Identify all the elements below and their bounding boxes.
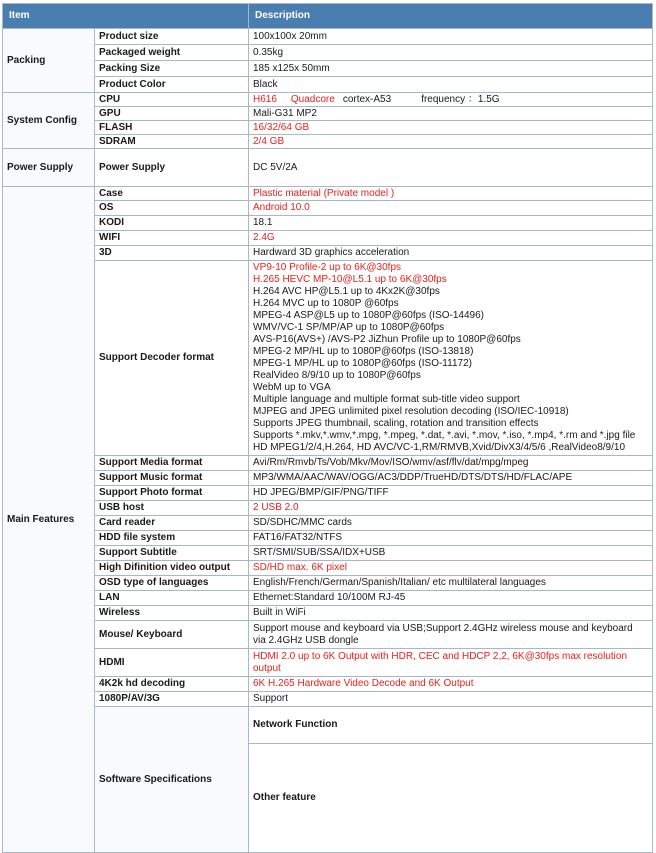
cpu-cores: Quadcore <box>290 93 335 105</box>
feature-label: 3D <box>95 246 249 261</box>
decoder-format-line: H.264 AVC HP@L5.1 up to 4Kx2K@30fps <box>253 286 440 297</box>
feature-label: Support Media format <box>95 456 249 471</box>
feature-value: SD/SDHC/MMC cards <box>249 516 653 531</box>
spec-row-mouse-keyboard <box>3 621 653 649</box>
decoder-format-line: Multiple language and multiple format sub-title video support <box>253 394 520 405</box>
feature-label: Power Supply <box>95 149 249 187</box>
feature-label: Wireless <box>95 606 249 621</box>
spec-row-1080p-av-3g <box>3 692 653 707</box>
decoder-format-list <box>249 261 653 456</box>
category-main-features: Main Features <box>3 187 95 853</box>
feature-label: Packing Size <box>95 61 249 77</box>
feature-value: 0.35kg <box>249 45 653 61</box>
feature-label: 4K2k hd decoding <box>95 677 249 692</box>
decoder-format-line: H.264 MVC up to 1080P @60fps <box>253 298 399 309</box>
feature-value: Plastic material (Private model ) <box>249 187 653 201</box>
spec-table <box>2 3 653 853</box>
feature-label: Packaged weight <box>95 45 249 61</box>
decoder-format-line: MPEG-4 ASP@L5 up to 1080P@60fps (ISO-14496) <box>253 310 484 321</box>
spec-row-3d <box>3 246 653 261</box>
feature-value: Support <box>249 692 653 707</box>
spec-row-music <box>3 471 653 486</box>
spec-row-hdd <box>3 531 653 546</box>
feature-value: DC 5V/2A <box>249 149 653 187</box>
spec-row-media <box>3 456 653 471</box>
spec-row-cpu <box>3 93 653 107</box>
decoder-format-line: Supports *.mkv,*.wmv,*.mpg, *.mpeg, *.dat, *.avi, *.mov, *.iso, *.mp4, *.rm and *.jpg file <box>253 430 636 441</box>
feature-value: 18.1 <box>249 216 653 231</box>
feature-label: Mouse/ Keyboard <box>95 621 249 649</box>
feature-value: SD/HD max. 6K pixel <box>249 561 653 576</box>
feature-value: Android 10.0 <box>249 201 653 216</box>
feature-label: Network Function <box>249 707 653 744</box>
decoder-format-line: VP9-10 Profile-2 up to 6K@30fps <box>253 262 402 273</box>
spec-row-product-color <box>3 77 653 93</box>
header-item: Item <box>3 4 249 29</box>
spec-row-flash <box>3 121 653 135</box>
feature-value <box>249 93 653 107</box>
decoder-format-line: Supports JPEG thumbnail, scaling, rotation and transition effects <box>253 418 539 429</box>
feature-value: English/French/German/Spanish/Italian/ etc multilateral languages <box>249 576 653 591</box>
feature-label: Support Decoder format <box>95 261 249 456</box>
spec-row-usb <box>3 501 653 516</box>
spec-row-packaged-weight <box>3 45 653 61</box>
feature-label: High Difinition video output <box>95 561 249 576</box>
feature-label: OSD type of languages <box>95 576 249 591</box>
feature-value: 100x100x 20mm <box>249 29 653 45</box>
feature-value: 16/32/64 GB <box>249 121 653 135</box>
feature-label: GPU <box>95 107 249 121</box>
category-packing: Packing <box>3 29 95 93</box>
decoder-format-line: RealVideo 8/9/10 up to 1080P@60fps <box>253 370 421 381</box>
spec-row-wifi <box>3 231 653 246</box>
feature-label: WIFI <box>95 231 249 246</box>
cpu-frequency: frequency ：1.5G <box>421 93 500 105</box>
spec-row-osd <box>3 576 653 591</box>
feature-label: Support Music format <box>95 471 249 486</box>
feature-value: 2.4G <box>249 231 653 246</box>
decoder-format-line: WMV/VC-1 SP/MP/AP up to 1080P@60fps <box>253 322 445 333</box>
category-system-config: System Config <box>3 93 95 149</box>
feature-label: OS <box>95 201 249 216</box>
feature-label: HDMI <box>95 649 249 677</box>
feature-label: KODI <box>95 216 249 231</box>
feature-label: 1080P/AV/3G <box>95 692 249 707</box>
feature-label: CPU <box>95 93 249 107</box>
feature-value: 2/4 GB <box>249 135 653 149</box>
spec-row-hd-output <box>3 561 653 576</box>
decoder-format-line: MPEG-2 MP/HL up to 1080P@60fps (ISO-13818) <box>253 346 474 357</box>
feature-label: Product Color <box>95 77 249 93</box>
spec-row-photo <box>3 486 653 501</box>
spec-row-os <box>3 201 653 216</box>
spec-row-lan <box>3 591 653 606</box>
spec-row-subtitle <box>3 546 653 561</box>
spec-row-hdmi <box>3 649 653 677</box>
spec-row-card-reader <box>3 516 653 531</box>
feature-label: Support Subtitle <box>95 546 249 561</box>
feature-value: 6K H.265 Hardware Video Decode and 6K Output <box>249 677 653 692</box>
feature-value: 185 x125x 50mm <box>249 61 653 77</box>
cpu-chip: H616 <box>253 93 277 105</box>
spec-row-decoder <box>3 261 653 456</box>
decoder-format-line: AVS-P16(AVS+) /AVS-P2 JiZhun Profile up to 1080P@60fps <box>253 334 521 345</box>
feature-label: USB host <box>95 501 249 516</box>
feature-label: FLASH <box>95 121 249 135</box>
feature-value: 2 USB 2.0 <box>249 501 653 516</box>
category-power-supply: Power Supply <box>3 149 95 187</box>
spec-row-packing-size <box>3 61 653 77</box>
spec-row-product-size <box>3 29 653 45</box>
feature-label: Other feature <box>249 744 653 853</box>
feature-label: LAN <box>95 591 249 606</box>
feature-value: FAT16/FAT32/NTFS <box>249 531 653 546</box>
category-software-specifications: Software Specifications <box>95 707 249 853</box>
feature-label: Card reader <box>95 516 249 531</box>
spec-row-network <box>3 707 653 744</box>
spec-row-sdram <box>3 135 653 149</box>
spec-row-4k-decoding <box>3 677 653 692</box>
feature-value: Hardward 3D graphics acceleration <box>249 246 653 261</box>
feature-label: Case <box>95 187 249 201</box>
header-row <box>3 4 653 29</box>
decoder-format-line: MPEG-1 MP/HL up to 1080P@60fps (ISO-11172) <box>253 358 472 369</box>
decoder-format-line: H.265 HEVC MP-10@L5.1 up to 6K@30fps <box>253 274 447 285</box>
feature-value: Ethernet:Standard 10/100M RJ-45 <box>249 591 653 606</box>
decoder-format-line: HD MPEG1/2/4,H.264, HD AVC/VC-1,RM/RMVB,Xvid/DivX3/4/5/6 ,RealVideo8/9/10 <box>253 442 626 453</box>
feature-value: Built in WiFi <box>249 606 653 621</box>
spec-row-power-supply <box>3 149 653 187</box>
feature-label: Product size <box>95 29 249 45</box>
header-description: Description <box>249 4 653 29</box>
feature-value: HD JPEG/BMP/GIF/PNG/TIFF <box>249 486 653 501</box>
feature-value: Avi/Rm/Rmvb/Ts/Vob/Mkv/Mov/ISO/wmv/asf/flv/dat/mpg/mpeg <box>249 456 653 471</box>
decoder-format-line: MJPEG and JPEG unlimited pixel resolution decoding (ISO/IEC-10918) <box>253 406 569 417</box>
feature-label: SDRAM <box>95 135 249 149</box>
decoder-format-line: WebM up to VGA <box>253 382 331 393</box>
feature-value: HDMI 2.0 up to 6K Output with HDR, CEC and HDCP 2,2, 6K@30fps max resolution output <box>249 649 653 677</box>
feature-label: Support Photo format <box>95 486 249 501</box>
feature-value: SRT/SMI/SUB/SSA/IDX+USB <box>249 546 653 561</box>
feature-value: Support mouse and keyboard via USB;Support 2.4GHz wireless mouse and keyboard via 2.4GHz USB dongle <box>249 621 653 649</box>
spec-row-wireless <box>3 606 653 621</box>
cpu-arch: cortex-A53 <box>342 93 392 105</box>
spec-row-case <box>3 187 653 201</box>
feature-label: HDD file system <box>95 531 249 546</box>
feature-value: Black <box>249 77 653 93</box>
feature-value: Mali-G31 MP2 <box>249 107 653 121</box>
feature-value: MP3/WMA/AAC/WAV/OGG/AC3/DDP/TrueHD/DTS/DTS/HD/FLAC/APE <box>249 471 653 486</box>
spec-row-gpu <box>3 107 653 121</box>
spec-row-kodi <box>3 216 653 231</box>
